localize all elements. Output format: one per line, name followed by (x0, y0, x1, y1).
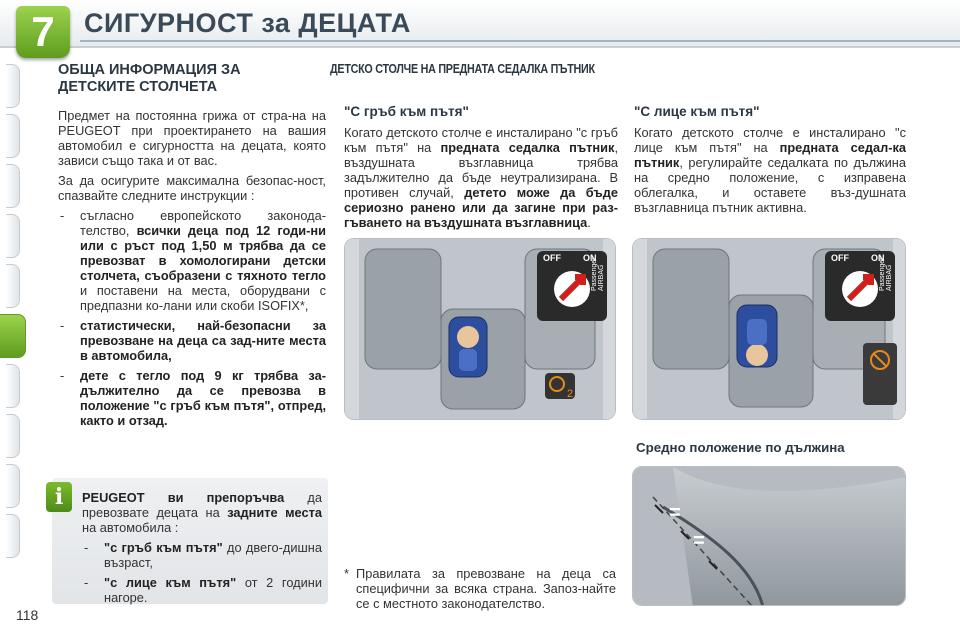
list-item: - съгласно европейското законода-телство, всички деца под 12 годи-ни или с ръст под 1,50 м трябва да се превозват в хомологирани детски столчета, съобразени с тяхното тегло и поставени на места, оборудвани с предпазни ко-лани или скоби ISOFIX*, (58, 208, 326, 313)
instructions-paragraph: За да осигурите максимална безопас-ност, спазвайте следните инструкции : (58, 173, 326, 203)
equal-mark-1: = (669, 502, 681, 524)
rear-facing-seat-image (344, 238, 616, 420)
switch-on-label: ON (583, 253, 597, 263)
general-info-heading: ОБЩА ИНФОРМАЦИЯ ЗА ДЕТСКИТЕ СТОЛЧЕТА (58, 62, 241, 95)
footnote-text: Правилата за превозване на деца са специфични за всяка страна. Запоз-найте се с местното законодателство. (356, 566, 616, 611)
forward-facing-column (634, 104, 906, 220)
left-column (58, 62, 326, 433)
seat-position-image (632, 466, 906, 606)
switch-off-label: OFF (831, 253, 849, 263)
footnote-star: * (344, 566, 349, 581)
rear-facing-title: "С гръб към пътя" (344, 104, 469, 119)
forward-facing-text: Когато детското столче е инсталирано "с лице към пътя" на предната седал-ка пътник, регулирайте седалката по дължина на средно положение, с изправена облегалка, и оставете въз-душната възглавница пътник активна. (634, 125, 906, 215)
switch-on-label: ON (871, 253, 885, 263)
forward-facing-seat-image (632, 238, 906, 420)
forward-facing-title: "С лице към пътя" (634, 104, 760, 119)
side-tab-10[interactable] (6, 464, 20, 508)
list-item: - "с гръб към пътя" до двего-дишна възраст, (82, 540, 322, 570)
svg-text:2: 2 (567, 388, 574, 400)
side-tab-7-active[interactable] (0, 314, 26, 358)
side-tab-1[interactable] (6, 64, 20, 108)
side-tab-5[interactable] (6, 264, 20, 308)
instructions-list (58, 208, 326, 428)
info-icon: i (46, 482, 72, 512)
switch-off-label: OFF (543, 253, 561, 263)
side-tab-11[interactable] (6, 514, 20, 558)
side-tab-8[interactable] (6, 364, 20, 408)
chapter-number: 7 (31, 8, 55, 55)
footnote (344, 566, 616, 611)
image-caption: Средно положение по дължина (636, 440, 845, 455)
side-tab-3[interactable] (6, 164, 20, 208)
page-title: СИГУРНОСТ за ДЕЦАТА (84, 8, 411, 38)
side-tab-2[interactable] (6, 114, 20, 158)
chapter-tab[interactable] (16, 6, 70, 58)
rear-facing-text: Когато детското столче е инсталирано "с гръб към пътя" на предната седалка пътник, въздушната възглавница трябва задължително да бъде неутрализирана. В противен случай, детето може да бъде сериозно ранено или да загине при раз-гъването на въздушната възглавница. (344, 125, 618, 230)
passenger-airbag-label: Passenger AIRBAG (879, 257, 893, 291)
side-tab-4[interactable] (6, 214, 20, 258)
section-title: ДЕТСКО СТОЛЧЕ НА ПРЕДНАТА СЕДАЛКА ПЪТНИК (330, 62, 595, 76)
seat-side-illustration (633, 467, 906, 606)
info-list (82, 540, 322, 605)
side-tab-9[interactable] (6, 414, 20, 458)
rear-facing-column (344, 104, 618, 235)
page-number: 118 (16, 607, 39, 623)
list-item: - дете с тегло под 9 кг трябва за-дължително да се превозва в положение "с гръб към пътя", отпред, както и отзад. (58, 368, 326, 428)
list-item: - статистически, най-безопасни за превозване на деца са зад-ните места в автомобила, (58, 318, 326, 363)
header-rule (80, 40, 960, 42)
intro-paragraph: Предмет на постоянна грижа от стра-на на PEUGEOT при проектирането на вашия автомобил е сигурността на децата, която зависи също така и от вас. (58, 108, 326, 168)
equal-mark-2: = (693, 530, 705, 552)
passenger-airbag-label: Passenger AIRBAG (591, 257, 605, 291)
list-item: - "с лице към пътя" от 2 години нагоре. (82, 575, 322, 605)
info-box-text: PEUGEOT ви препоръчва да превозвате децата на задните места на автомобила : - "с гръб към пътя" до двего-дишна възраст, - "с лице към пътя" от 2 години нагоре. (82, 490, 322, 610)
